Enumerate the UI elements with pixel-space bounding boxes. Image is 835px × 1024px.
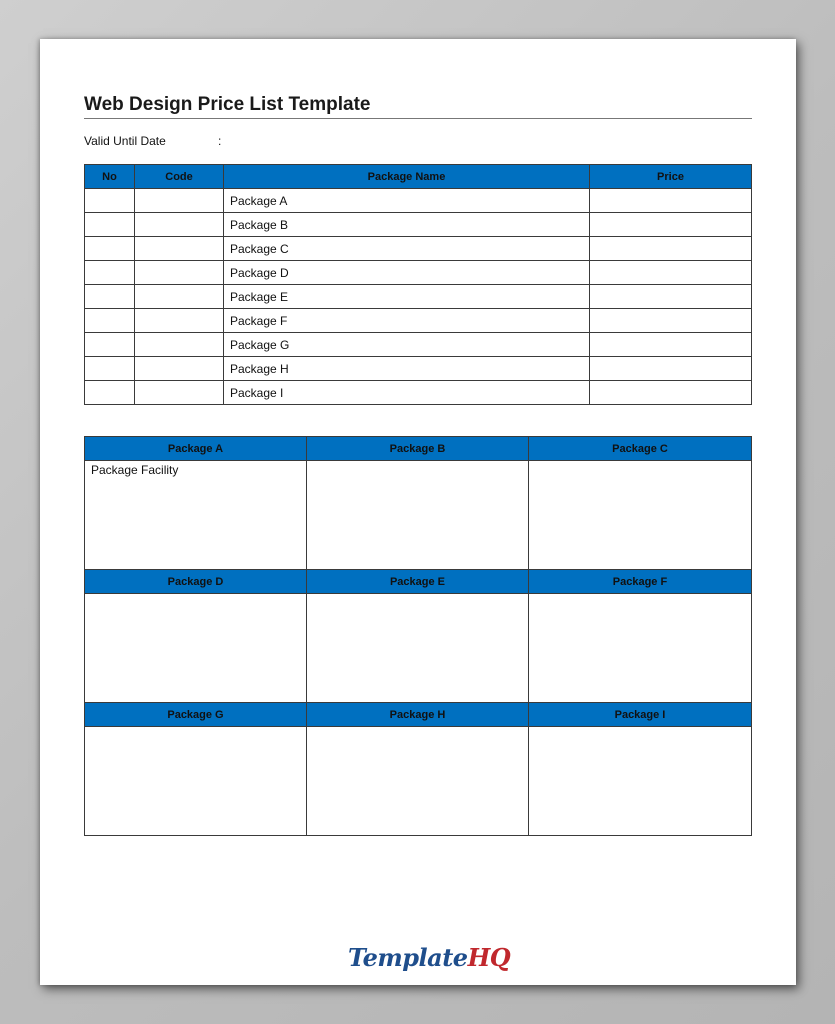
valid-until-label: Valid Until Date bbox=[84, 134, 166, 148]
column-header-price: Price bbox=[590, 165, 752, 189]
table-row bbox=[85, 285, 752, 309]
cell-package-name: Package H bbox=[224, 357, 590, 381]
cell-price bbox=[590, 261, 752, 285]
templatehq-logo bbox=[348, 939, 511, 973]
cell-no bbox=[85, 237, 135, 261]
table-row bbox=[85, 357, 752, 381]
table-row bbox=[85, 309, 752, 333]
package-header-row bbox=[85, 437, 752, 461]
package-facility-cell bbox=[529, 594, 752, 703]
cell-no bbox=[85, 285, 135, 309]
table-row bbox=[85, 213, 752, 237]
package-header: Package I bbox=[529, 703, 752, 727]
cell-code bbox=[135, 285, 224, 309]
logo-text-accent: HQ bbox=[467, 943, 511, 972]
package-facility-cell bbox=[307, 727, 529, 836]
page-title: Web Design Price List Template bbox=[84, 94, 371, 115]
package-content-row bbox=[85, 727, 752, 836]
table-row bbox=[85, 381, 752, 405]
package-facility-cell bbox=[307, 461, 529, 570]
cell-package-name: Package G bbox=[224, 333, 590, 357]
package-header: Package C bbox=[529, 437, 752, 461]
cell-code bbox=[135, 381, 224, 405]
cell-no bbox=[85, 189, 135, 213]
cell-code bbox=[135, 261, 224, 285]
cell-code bbox=[135, 237, 224, 261]
cell-no bbox=[85, 381, 135, 405]
package-header-row bbox=[85, 703, 752, 727]
cell-price bbox=[590, 189, 752, 213]
package-header: Package B bbox=[307, 437, 529, 461]
package-facility-grid bbox=[84, 436, 752, 836]
cell-package-name: Package F bbox=[224, 309, 590, 333]
cell-package-name: Package I bbox=[224, 381, 590, 405]
package-header: Package F bbox=[529, 570, 752, 594]
table-row bbox=[85, 237, 752, 261]
cell-price bbox=[590, 213, 752, 237]
cell-package-name: Package A bbox=[224, 189, 590, 213]
table-row bbox=[85, 261, 752, 285]
package-facility-cell bbox=[307, 594, 529, 703]
cell-no bbox=[85, 213, 135, 237]
cell-price bbox=[590, 381, 752, 405]
package-content-row bbox=[85, 461, 752, 570]
package-header: Package G bbox=[85, 703, 307, 727]
cell-code bbox=[135, 213, 224, 237]
column-header-package-name: Package Name bbox=[224, 165, 590, 189]
price-table-header-row bbox=[85, 165, 752, 189]
cell-price bbox=[590, 285, 752, 309]
package-facility-cell: Package Facility bbox=[85, 461, 307, 570]
cell-price bbox=[590, 309, 752, 333]
column-header-no: No bbox=[85, 165, 135, 189]
cell-price bbox=[590, 333, 752, 357]
cell-code bbox=[135, 333, 224, 357]
price-list-table bbox=[84, 164, 752, 405]
package-facility-cell bbox=[529, 461, 752, 570]
valid-until-separator: : bbox=[218, 134, 222, 148]
package-header: Package H bbox=[307, 703, 529, 727]
package-header-row bbox=[85, 570, 752, 594]
cell-code bbox=[135, 189, 224, 213]
package-facility-cell bbox=[85, 594, 307, 703]
package-facility-cell bbox=[85, 727, 307, 836]
cell-code bbox=[135, 357, 224, 381]
cell-package-name: Package D bbox=[224, 261, 590, 285]
cell-package-name: Package E bbox=[224, 285, 590, 309]
package-header: Package E bbox=[307, 570, 529, 594]
cell-no bbox=[85, 309, 135, 333]
table-row bbox=[85, 333, 752, 357]
package-header: Package A bbox=[85, 437, 307, 461]
cell-code bbox=[135, 309, 224, 333]
valid-until-row bbox=[84, 134, 222, 148]
cell-price bbox=[590, 237, 752, 261]
package-facility-cell bbox=[529, 727, 752, 836]
cell-no bbox=[85, 261, 135, 285]
document-page bbox=[40, 39, 796, 985]
cell-price bbox=[590, 357, 752, 381]
table-row bbox=[85, 189, 752, 213]
cell-no bbox=[85, 333, 135, 357]
svg-text:TemplateHQ bbox=[348, 943, 511, 972]
title-divider bbox=[84, 118, 752, 119]
package-content-row bbox=[85, 594, 752, 703]
package-header: Package D bbox=[85, 570, 307, 594]
column-header-code: Code bbox=[135, 165, 224, 189]
cell-no bbox=[85, 357, 135, 381]
cell-package-name: Package C bbox=[224, 237, 590, 261]
cell-package-name: Package B bbox=[224, 213, 590, 237]
logo-text-main: Template bbox=[348, 943, 468, 972]
